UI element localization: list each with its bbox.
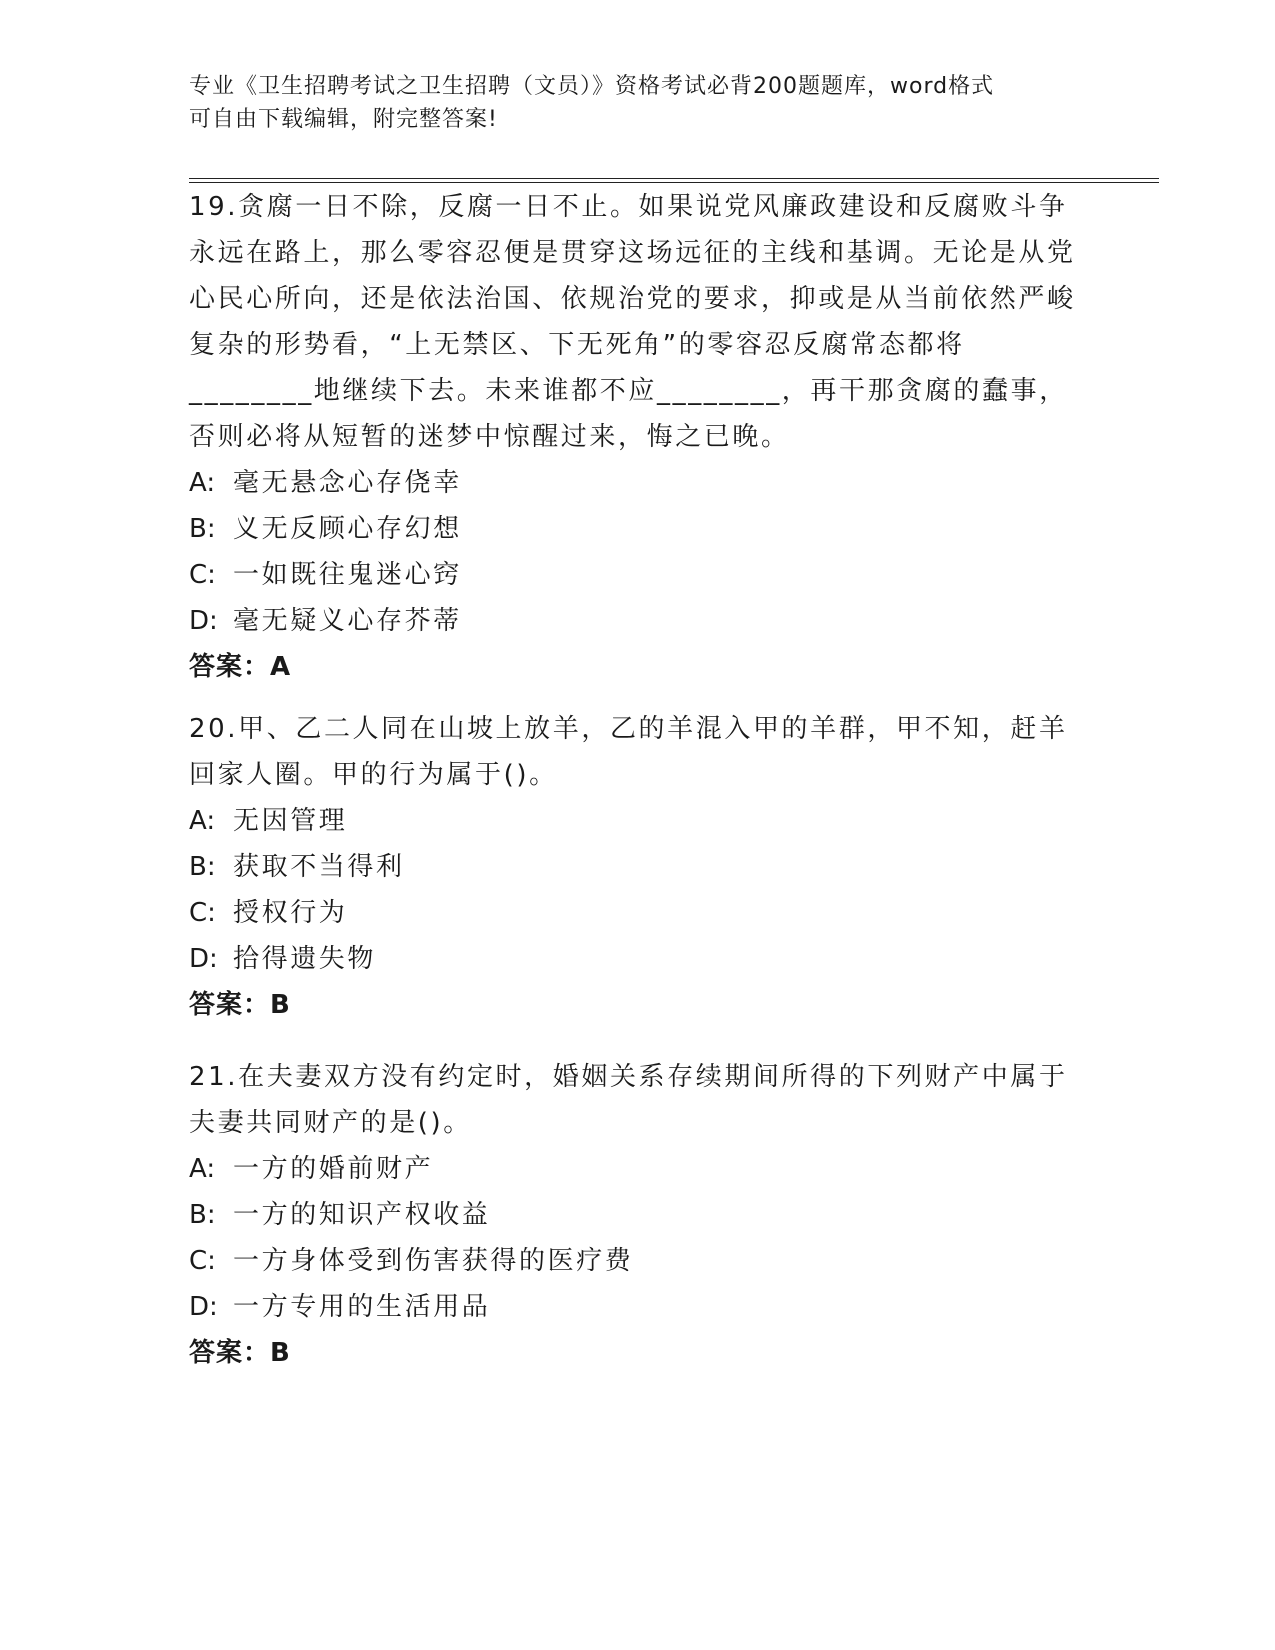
option-c — [189, 552, 1089, 598]
question-text: 21.在夫妻双方没有约定时，婚姻关系存续期间所得的下列财产中属于夫妻共同财产的是()。 — [189, 1062, 1068, 1138]
option-a — [189, 460, 1089, 506]
document-header — [189, 70, 1089, 136]
option-text: 一方专用的生活用品 — [233, 1292, 491, 1322]
header-title-line1: 专业《卫生招聘考试之卫生招聘（文员）》资格考试必背200题题库，word格式 — [189, 74, 995, 99]
option-letter: C: — [189, 898, 216, 928]
option-text: 无因管理 — [233, 806, 348, 836]
question-19 — [189, 184, 1089, 690]
option-text: 一方身体受到伤害获得的医疗费 — [233, 1246, 634, 1276]
option-a — [189, 1146, 1089, 1192]
option-c — [189, 1238, 1089, 1284]
option-letter: A: — [189, 806, 216, 836]
question-21 — [189, 1054, 1089, 1376]
option-letter: D: — [189, 606, 218, 636]
option-letter: B: — [189, 514, 216, 544]
option-letter: B: — [189, 1200, 216, 1230]
option-letter: C: — [189, 1246, 216, 1276]
option-text: 义无反顾心存幻想 — [233, 514, 462, 544]
question-text: 20.甲、乙二人同在山坡上放羊，乙的羊混入甲的羊群，甲不知，赶羊回家人圈。甲的行为属于()。 — [189, 714, 1068, 790]
option-text: 获取不当得利 — [233, 852, 405, 882]
option-text: 一方的婚前财产 — [233, 1154, 434, 1184]
header-title-line2: 可自由下载编辑，附完整答案! — [189, 107, 498, 132]
header-divider — [189, 178, 1159, 179]
answer-label: 答案：B — [189, 990, 291, 1020]
option-b — [189, 1192, 1089, 1238]
answer-label: 答案：B — [189, 1338, 291, 1368]
answer-label: 答案：A — [189, 652, 292, 682]
option-text: 一如既往鬼迷心窍 — [233, 560, 462, 590]
option-letter: C: — [189, 560, 216, 590]
option-text: 拾得遗失物 — [233, 944, 377, 974]
header-divider-second — [189, 182, 1159, 183]
option-d — [189, 598, 1089, 644]
option-letter: D: — [189, 1292, 218, 1322]
option-letter: A: — [189, 1154, 216, 1184]
option-text: 毫无疑义心存芥蒂 — [233, 606, 462, 636]
option-letter: B: — [189, 852, 216, 882]
question-text: 19.贪腐一日不除，反腐一日不止。如果说党风廉政建设和反腐败斗争永远在路上，那么零容忍便是贯穿这场远征的主线和基调。无论是从党心民心所向，还是依法治国、依规治党的要求，抑或是从当前依然严峻复杂的形势看，“上无禁区、下无死角”的零容忍反腐常态都将________地继续下去。未来谁都不应________，再干那贪腐的蠢事，否则必将从短暂的迷梦中惊醒过来，悔之已晚。 — [189, 192, 1076, 452]
option-b — [189, 844, 1089, 890]
option-d — [189, 1284, 1089, 1330]
option-text: 毫无悬念心存侥幸 — [233, 468, 462, 498]
option-c — [189, 890, 1089, 936]
question-20 — [189, 706, 1089, 1028]
option-letter: D: — [189, 944, 218, 974]
option-text: 一方的知识产权收益 — [233, 1200, 491, 1230]
option-b — [189, 506, 1089, 552]
option-letter: A: — [189, 468, 216, 498]
option-d — [189, 936, 1089, 982]
option-text: 授权行为 — [233, 898, 348, 928]
option-a — [189, 798, 1089, 844]
